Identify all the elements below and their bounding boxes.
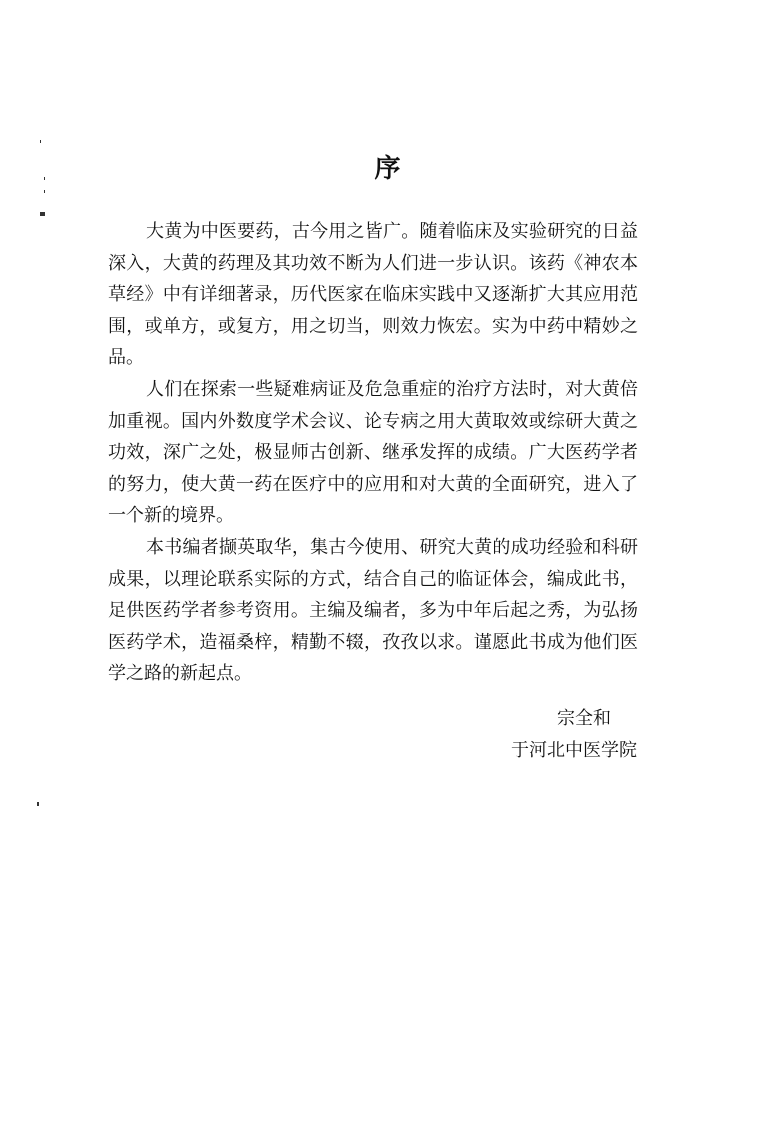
- scan-speck: [40, 212, 45, 216]
- author-name: 宗全和: [557, 708, 611, 729]
- signature-block: [511, 703, 637, 767]
- page-title: 序: [374, 154, 403, 184]
- paragraph: 本书编者撷英取华，集古今使用、研究大黄的成功经验和科研成果，以理论联系实际的方式，结合自己的临证体会，编成此书，足供医药学者参考资用。主编及编者，多为中年后起之秀，为弘扬医药学术，造福桑梓，精勤不辍，孜孜以求。谨愿此书成为他们医学之路的新起点。: [108, 536, 638, 685]
- scan-speck: [37, 802, 39, 806]
- paragraph: 大黄为中医要药，古今用之皆广。随着临床及实验研究的日益深入，大黄的药理及其功效不断为人们进一步认识。该药《神农本草经》中有详细著录，历代医家在临床实践中又逐渐扩大其应用范围，或单方，或复方，用之切当，则效力恢宏。实为中药中精妙之品。: [108, 221, 638, 369]
- scan-speck: [44, 190, 45, 193]
- preface-body: [108, 216, 638, 690]
- author-affiliation: 于河北中医学院: [511, 740, 637, 761]
- paragraph: 人们在探索一些疑难病证及危急重症的治疗方法时，对大黄倍加重视。国内外数度学术会议、论专病之用大黄取效或综研大黄之功效，深广之处，极显师古创新、继承发挥的成绩。广大医药学者的努力，使大黄一药在医疗中的应用和对大黄的全面研究，进入了一个新的境界。: [108, 378, 638, 527]
- scan-speck: [40, 140, 41, 143]
